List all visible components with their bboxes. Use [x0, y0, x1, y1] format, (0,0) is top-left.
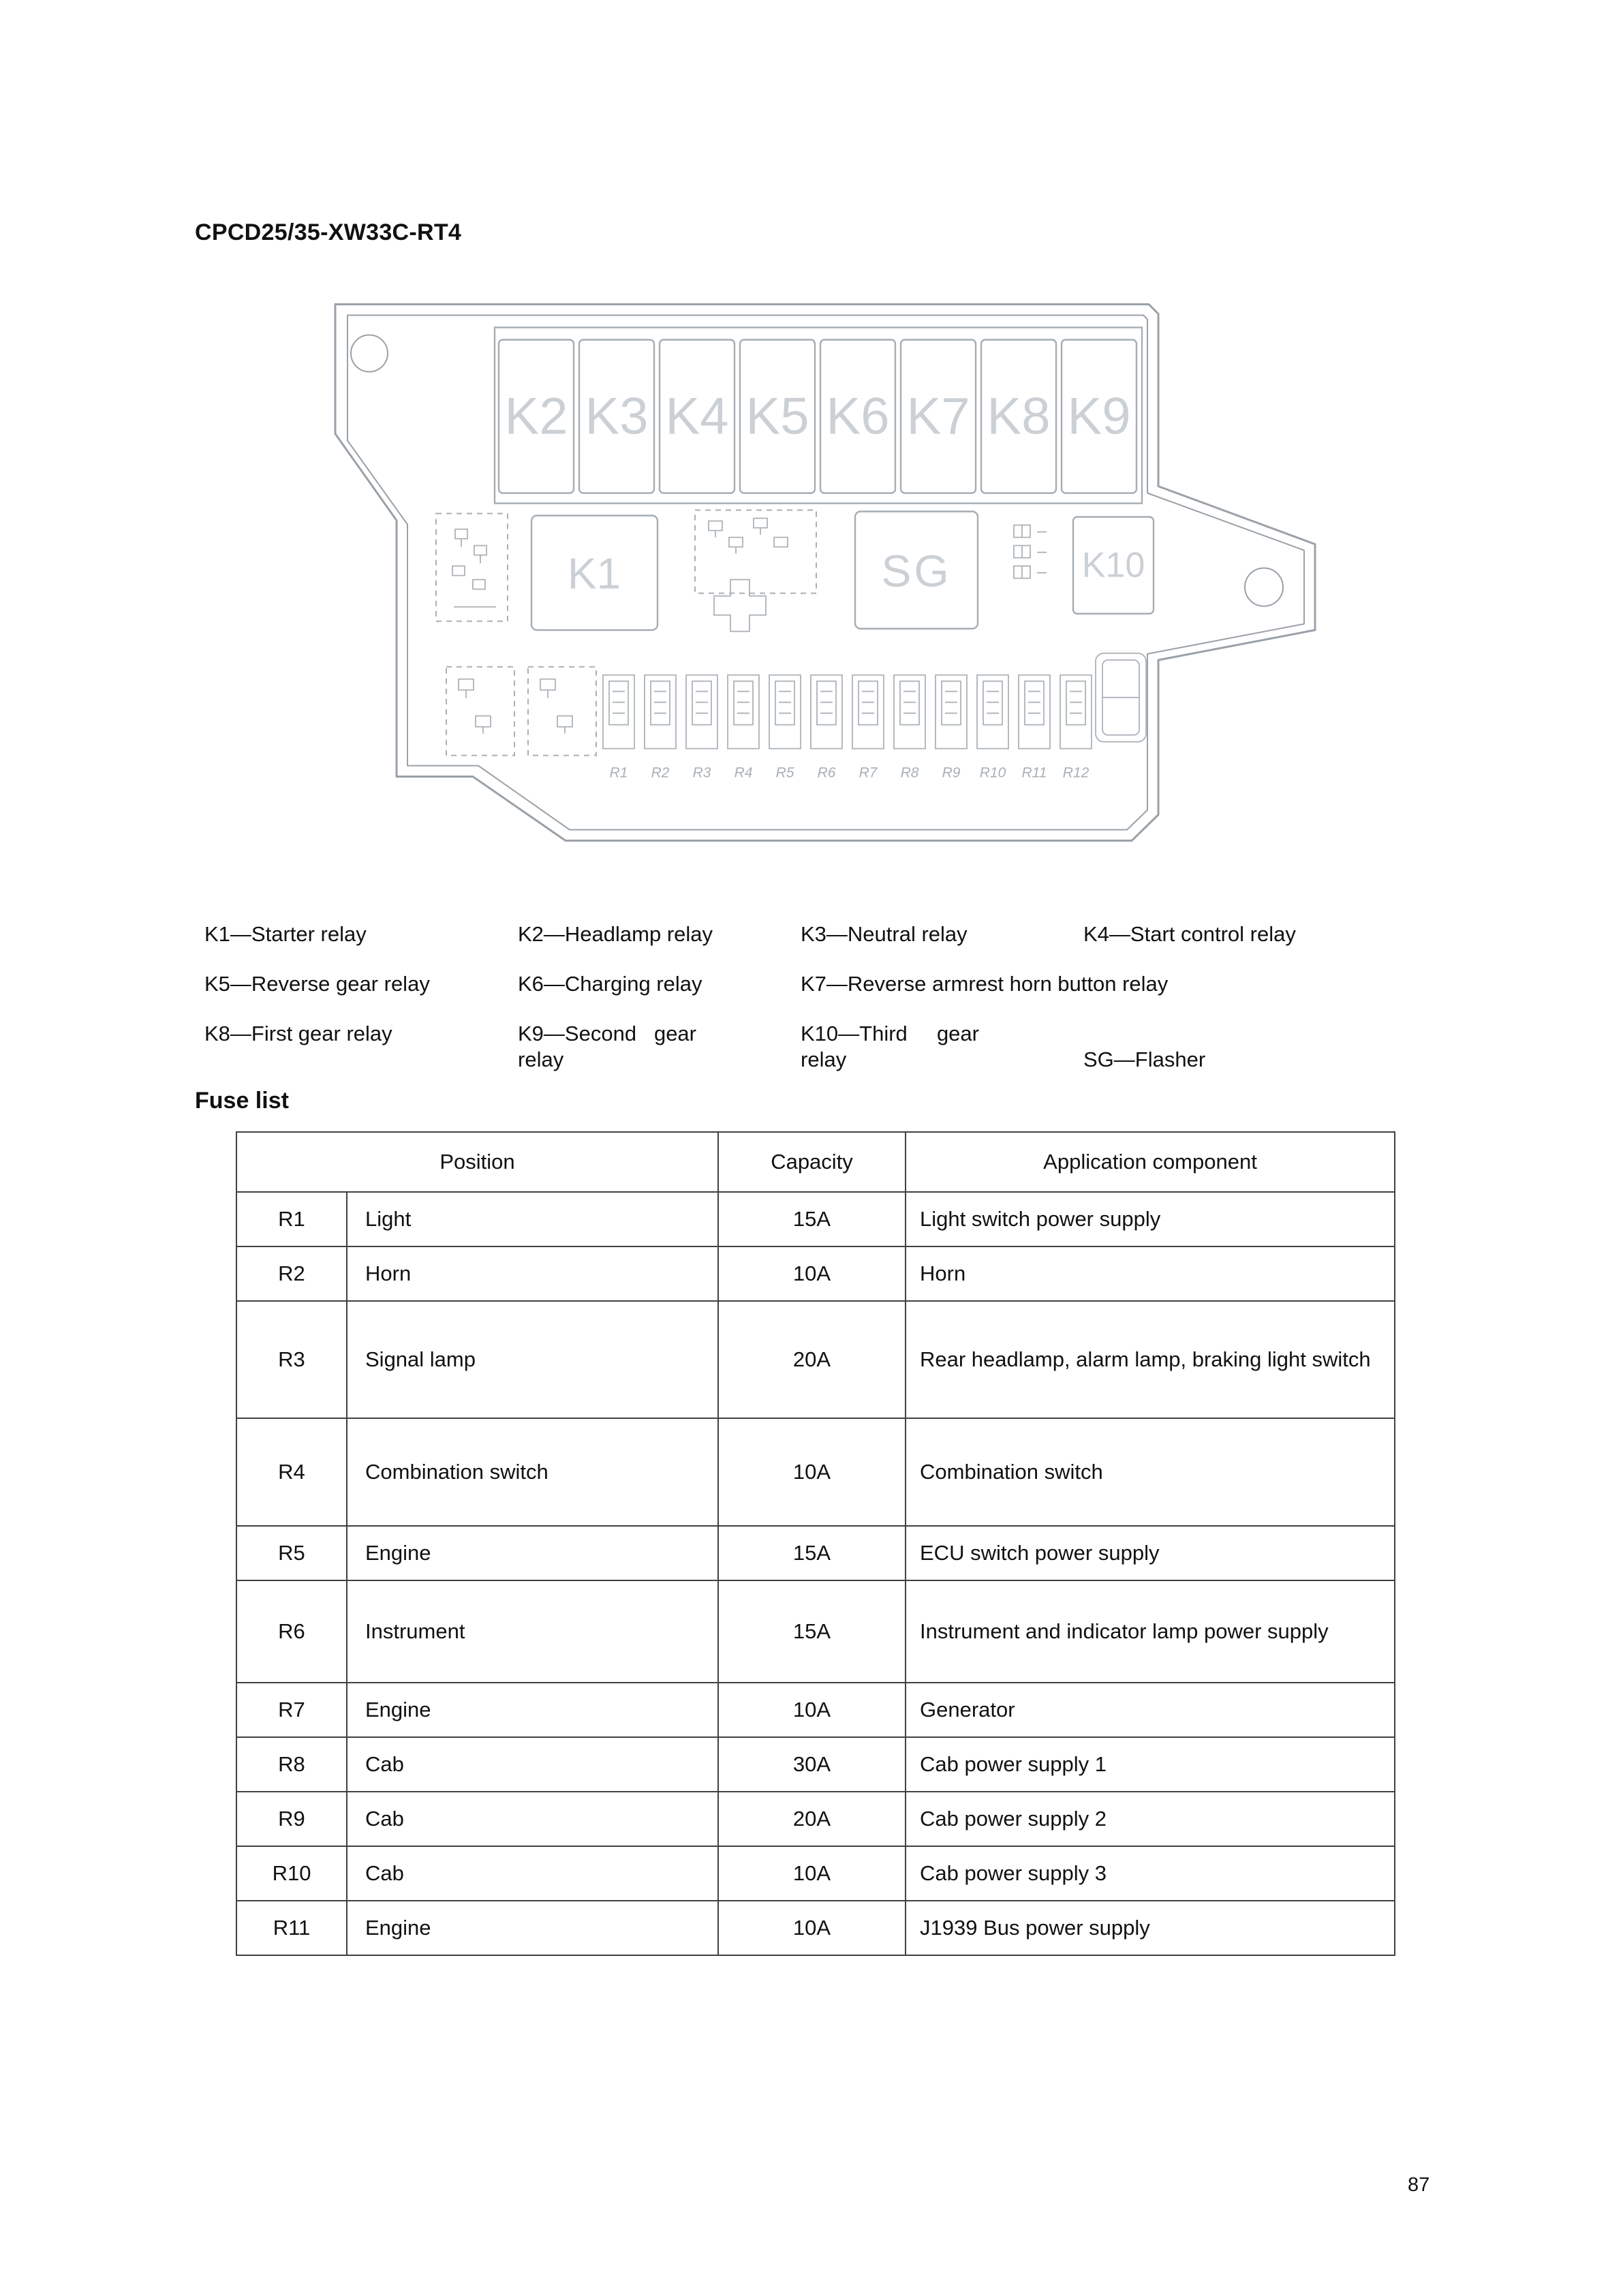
fuse-application: Light switch power supply [906, 1192, 1395, 1246]
table-row [236, 1846, 1395, 1901]
table-row [236, 1792, 1395, 1846]
fuse-label: R2 [651, 765, 670, 781]
fuse-application: ECU switch power supply [906, 1526, 1395, 1580]
fuse-id: R11 [236, 1901, 347, 1955]
fuse-label: R1 [609, 765, 628, 781]
relay-label-k2: K2 [504, 387, 568, 446]
legend-item-k8: K8—First gear relay [204, 1021, 392, 1045]
relay-label-k5: K5 [745, 387, 809, 446]
fuse-position: Engine [347, 1901, 718, 1955]
fuse-label: R8 [900, 765, 919, 781]
fuse-capacity: 10A [718, 1418, 906, 1526]
fuse-id: R6 [236, 1580, 347, 1683]
connector-pins-icon [1014, 525, 1047, 579]
fuse-label: R9 [942, 765, 961, 781]
fuse-id: R10 [236, 1846, 347, 1901]
fuse-id: R7 [236, 1683, 347, 1737]
fuse-capacity: 10A [718, 1246, 906, 1301]
fuse-label: R7 [859, 765, 878, 781]
table-row [236, 1580, 1395, 1683]
fuse-label: R3 [692, 765, 711, 781]
fuse-application: Rear headlamp, alarm lamp, braking light switch [906, 1301, 1395, 1418]
fuse-symbol [603, 675, 634, 749]
fuse-application: Generator [906, 1683, 1395, 1737]
legend-item-sg: SG—Flasher [1083, 1047, 1206, 1072]
legend-item-k9: K9—Second gear relay [518, 1021, 696, 1072]
table-row [236, 1246, 1395, 1301]
fuse-application: J1939 Bus power supply [906, 1901, 1395, 1955]
fuse-symbol [1060, 675, 1092, 749]
fuse-position: Combination switch [347, 1418, 718, 1526]
mounting-hole-left-icon [351, 335, 388, 372]
fuse-box-diagram [293, 270, 1335, 876]
fuse-id: R4 [236, 1418, 347, 1526]
fuse-application: Instrument and indicator lamp power supply [906, 1580, 1395, 1683]
legend-item-k2: K2—Headlamp relay [518, 922, 713, 946]
relay-label-k8: K8 [987, 387, 1051, 446]
legend-item-k10: K10—Third gear relay [801, 1021, 979, 1072]
fuse-capacity: 30A [718, 1737, 906, 1792]
connector-pins-icon [459, 679, 491, 734]
fuse-application: Cab power supply 2 [906, 1792, 1395, 1846]
col-header-application: Application component [906, 1132, 1395, 1192]
fuse-symbol [686, 675, 717, 749]
fuse-capacity: 10A [718, 1683, 906, 1737]
fuse-application: Cab power supply 1 [906, 1737, 1395, 1792]
fuse-box-svg [293, 270, 1335, 876]
fuse-label: R4 [734, 765, 753, 781]
connector-symbol [528, 667, 596, 756]
legend-item-k5: K5—Reverse gear relay [204, 971, 430, 996]
fuse-label: R11 [1021, 765, 1047, 781]
fuse-application: Horn [906, 1246, 1395, 1301]
fuse-position: Signal lamp [347, 1301, 718, 1418]
mounting-hole-right-icon [1245, 568, 1283, 607]
fuse-capacity: 15A [718, 1192, 906, 1246]
connector-symbol [446, 667, 514, 756]
table-row [236, 1683, 1395, 1737]
fuse-position: Instrument [347, 1580, 718, 1683]
fuse-id: R5 [236, 1526, 347, 1580]
relay-legend [204, 921, 1424, 1073]
relay-label-k9: K9 [1067, 387, 1131, 446]
fuse-label: R10 [979, 765, 1006, 781]
fuse-id: R9 [236, 1792, 347, 1846]
fuse-symbol [852, 675, 884, 749]
fuse-capacity: 20A [718, 1301, 906, 1418]
col-header-position: Position [236, 1132, 718, 1192]
fuse-symbol [769, 675, 801, 749]
connector-symbol [695, 510, 816, 594]
relay-label-k1: K1 [567, 549, 621, 598]
table-row [236, 1737, 1395, 1792]
relay-label-k3: K3 [585, 387, 649, 446]
relay-label-k4: K4 [665, 387, 729, 446]
fuse-capacity: 20A [718, 1792, 906, 1846]
fuse-symbol [894, 675, 925, 749]
relay-label-k10: K10 [1081, 545, 1145, 585]
table-row [236, 1901, 1395, 1955]
fuse-symbol [811, 675, 842, 749]
table-row [236, 1526, 1395, 1580]
fuse-list-heading: Fuse list [195, 1088, 289, 1114]
legend-item-k7: K7—Reverse armrest horn button relay [801, 971, 1169, 996]
fuse-capacity: 10A [718, 1901, 906, 1955]
fuse-id: R3 [236, 1301, 347, 1418]
fuse-symbol [936, 675, 967, 749]
fuse-position: Engine [347, 1683, 718, 1737]
fuse-capacity: 15A [718, 1526, 906, 1580]
fuse-label: R5 [775, 765, 794, 781]
fuse-application: Cab power supply 3 [906, 1846, 1395, 1901]
fuse-position: Light [347, 1192, 718, 1246]
fuse-position: Horn [347, 1246, 718, 1301]
fuse-position: Cab [347, 1792, 718, 1846]
fuse-position: Engine [347, 1526, 718, 1580]
connector-pins-icon [540, 679, 572, 734]
table-header-row [236, 1132, 1395, 1192]
page-number: 87 [1408, 2174, 1430, 2196]
fuse-capacity: 15A [718, 1580, 906, 1683]
connector-plug-icon [1096, 654, 1146, 742]
table-row [236, 1301, 1395, 1418]
connector-pins-icon [709, 519, 788, 554]
fuse-label: R6 [817, 765, 836, 781]
fuse-label: R12 [1062, 765, 1089, 781]
fuse-symbol [645, 675, 676, 749]
fuse-id: R8 [236, 1737, 347, 1792]
fuse-position: Cab [347, 1846, 718, 1901]
fuse-table [236, 1131, 1395, 1956]
table-row [236, 1418, 1395, 1526]
fuse-position: Cab [347, 1737, 718, 1792]
col-header-capacity: Capacity [718, 1132, 906, 1192]
fuse-id: R2 [236, 1246, 347, 1301]
legend-item-k4: K4—Start control relay [1083, 922, 1296, 946]
relay-label-k6: K6 [826, 387, 890, 446]
legend-item-k1: K1—Starter relay [204, 922, 367, 946]
legend-item-k6: K6—Charging relay [518, 971, 702, 996]
relay-label-k7: K7 [906, 387, 970, 446]
cross-connector-icon [714, 580, 766, 632]
connector-pins-icon [452, 530, 496, 607]
table-row [236, 1192, 1395, 1246]
connector-symbol [436, 514, 508, 622]
fuse-application: Combination switch [906, 1418, 1395, 1526]
fuse-id: R1 [236, 1192, 347, 1246]
legend-item-k3: K3—Neutral relay [801, 922, 968, 946]
page-title: CPCD25/35-XW33C-RT4 [195, 219, 462, 245]
fuse-symbol [728, 675, 759, 749]
fuse-symbol [1019, 675, 1050, 749]
flasher-label-sg: SG [881, 545, 952, 596]
fuse-capacity: 10A [718, 1846, 906, 1901]
panel-outline-outer [335, 305, 1315, 841]
fuse-symbol [977, 675, 1008, 749]
